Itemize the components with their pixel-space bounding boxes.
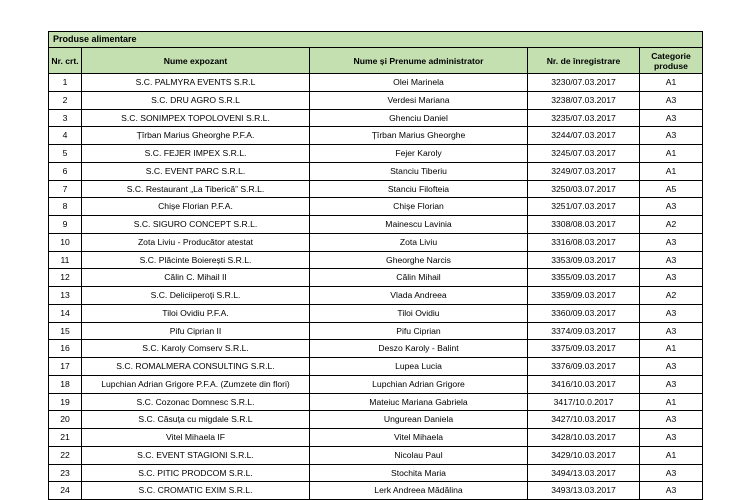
cell-administrator: Gheorghe Narcis <box>310 251 528 269</box>
cell-administrator: Călin Mihail <box>310 269 528 287</box>
section-title-row <box>49 32 703 48</box>
cell-administrator: Pifu Ciprian <box>310 322 528 340</box>
cell-nr-crt: 6 <box>49 162 82 180</box>
cell-categorie: A3 <box>640 251 703 269</box>
cell-categorie: A3 <box>640 322 703 340</box>
cell-nr-crt: 15 <box>49 322 82 340</box>
table-row <box>49 233 703 251</box>
cell-categorie: A3 <box>640 411 703 429</box>
cell-administrator: Nicolau Paul <box>310 446 528 464</box>
table-row <box>49 464 703 482</box>
cell-categorie: A1 <box>640 446 703 464</box>
table-row <box>49 393 703 411</box>
cell-nr-inregistrare: 3249/07.03.2017 <box>528 162 640 180</box>
table-row <box>49 446 703 464</box>
cell-nume-expozant: S.C. Restaurant „La Tiberică” S.R.L. <box>82 180 310 198</box>
cell-categorie: A1 <box>640 340 703 358</box>
cell-nume-expozant: S.C. ROMALMERA CONSULTING S.R.L. <box>82 358 310 376</box>
cell-nr-crt: 10 <box>49 233 82 251</box>
cell-administrator: Stanciu Filofteia <box>310 180 528 198</box>
cell-nume-expozant: S.C. Cozonac Domnesc S.R.L. <box>82 393 310 411</box>
cell-categorie: A3 <box>640 482 703 500</box>
cell-nr-inregistrare: 3427/10.03.2017 <box>528 411 640 429</box>
cell-categorie: A3 <box>640 304 703 322</box>
cell-nr-crt: 2 <box>49 91 82 109</box>
cell-nume-expozant: S.C. EVENT PARC S.R.L. <box>82 162 310 180</box>
cell-nume-expozant: S.C. EVENT STAGIONI S.R.L. <box>82 446 310 464</box>
cell-administrator: Stanciu Tiberiu <box>310 162 528 180</box>
exhibitor-table-sheet <box>48 31 702 500</box>
cell-nr-crt: 4 <box>49 127 82 145</box>
cell-categorie: A3 <box>640 375 703 393</box>
table-row <box>49 180 703 198</box>
cell-nr-crt: 24 <box>49 482 82 500</box>
cell-nr-inregistrare: 3359/09.03.2017 <box>528 287 640 305</box>
cell-nume-expozant: S.C. DRU AGRO S.R.L <box>82 91 310 109</box>
cell-administrator: Mateiuc Mariana Gabriela <box>310 393 528 411</box>
cell-nr-crt: 11 <box>49 251 82 269</box>
cell-categorie: A1 <box>640 145 703 163</box>
header-row <box>49 48 703 74</box>
cell-nr-inregistrare: 3429/10.03.2017 <box>528 446 640 464</box>
cell-administrator: Lerk Andreea Mădălina <box>310 482 528 500</box>
cell-nume-expozant: S.C. SONIMPEX TOPOLOVENI S.R.L. <box>82 109 310 127</box>
cell-categorie: A3 <box>640 233 703 251</box>
cell-nume-expozant: S.C. SIGURO CONCEPT S.R.L. <box>82 216 310 234</box>
cell-nr-inregistrare: 3308/08.03.2017 <box>528 216 640 234</box>
cell-nr-inregistrare: 3375/09.03.2017 <box>528 340 640 358</box>
cell-nume-expozant: S.C. Deliciiperoți S.R.L. <box>82 287 310 305</box>
table-row <box>49 287 703 305</box>
cell-nr-inregistrare: 3353/09.03.2017 <box>528 251 640 269</box>
cell-nr-crt: 21 <box>49 429 82 447</box>
cell-nume-expozant: Zota Liviu - Producător atestat <box>82 233 310 251</box>
cell-administrator: Lupea Lucia <box>310 358 528 376</box>
cell-categorie: A3 <box>640 127 703 145</box>
cell-administrator: Ungurean Daniela <box>310 411 528 429</box>
table-row <box>49 198 703 216</box>
cell-nr-inregistrare: 3374/09.03.2017 <box>528 322 640 340</box>
cell-nr-inregistrare: 3360/09.03.2017 <box>528 304 640 322</box>
cell-nr-inregistrare: 3235/07.03.2017 <box>528 109 640 127</box>
cell-nr-inregistrare: 3245/07.03.2017 <box>528 145 640 163</box>
section-title: Produse alimentare <box>49 32 703 48</box>
cell-administrator: Zota Liviu <box>310 233 528 251</box>
exhibitor-table <box>48 31 703 500</box>
table-row <box>49 304 703 322</box>
cell-nume-expozant: Tiloi Ovidiu P.F.A. <box>82 304 310 322</box>
header-nr-crt: Nr. crt. <box>49 48 82 74</box>
cell-administrator: Fejer Karoly <box>310 145 528 163</box>
cell-nr-crt: 1 <box>49 74 82 92</box>
cell-administrator: Verdesi Mariana <box>310 91 528 109</box>
cell-nr-inregistrare: 3251/07.03.2017 <box>528 198 640 216</box>
cell-nume-expozant: S.C. PALMYRA EVENTS S.R.L <box>82 74 310 92</box>
cell-nr-crt: 14 <box>49 304 82 322</box>
cell-administrator: Lupchian Adrian Grigore <box>310 375 528 393</box>
table-row <box>49 216 703 234</box>
header-nume-expozant: Nume expozant <box>82 48 310 74</box>
cell-nume-expozant: S.C. PITIC PRODCOM S.R.L. <box>82 464 310 482</box>
cell-nr-inregistrare: 3493/13.03.2017 <box>528 482 640 500</box>
cell-nr-crt: 13 <box>49 287 82 305</box>
cell-nr-inregistrare: 3230/07.03.2017 <box>528 74 640 92</box>
table-body <box>49 74 703 500</box>
cell-administrator: Deszo Karoly - Balint <box>310 340 528 358</box>
cell-nume-expozant: S.C. CROMATIC EXIM S.R.L. <box>82 482 310 500</box>
cell-administrator: Vitel Mihaela <box>310 429 528 447</box>
cell-nr-inregistrare: 3428/10.03.2017 <box>528 429 640 447</box>
cell-nr-crt: 23 <box>49 464 82 482</box>
cell-administrator: Vlada Andreea <box>310 287 528 305</box>
cell-nr-crt: 7 <box>49 180 82 198</box>
cell-nr-crt: 5 <box>49 145 82 163</box>
cell-categorie: A3 <box>640 198 703 216</box>
cell-nume-expozant: S.C. Karoly Comserv S.R.L. <box>82 340 310 358</box>
cell-nr-inregistrare: 3417/10.0.2017 <box>528 393 640 411</box>
cell-categorie: A3 <box>640 269 703 287</box>
cell-categorie: A2 <box>640 287 703 305</box>
table-row <box>49 375 703 393</box>
cell-categorie: A2 <box>640 216 703 234</box>
cell-nr-inregistrare: 3416/10.03.2017 <box>528 375 640 393</box>
cell-nr-inregistrare: 3244/07.03.2017 <box>528 127 640 145</box>
cell-nume-expozant: S.C. Căsuța cu migdale S.R.L <box>82 411 310 429</box>
table-row <box>49 109 703 127</box>
cell-categorie: A3 <box>640 429 703 447</box>
cell-categorie: A3 <box>640 358 703 376</box>
cell-nume-expozant: Țîrban Marius Gheorghe P.F.A. <box>82 127 310 145</box>
cell-nr-crt: 18 <box>49 375 82 393</box>
cell-nr-inregistrare: 3250/03.07.2017 <box>528 180 640 198</box>
cell-categorie: A3 <box>640 91 703 109</box>
cell-administrator: Olei Marinela <box>310 74 528 92</box>
cell-nr-inregistrare: 3355/09.03.2017 <box>528 269 640 287</box>
cell-nr-inregistrare: 3494/13.03.2017 <box>528 464 640 482</box>
cell-nr-crt: 19 <box>49 393 82 411</box>
cell-administrator: Chișe Florian <box>310 198 528 216</box>
header-nr-inregistrare: Nr. de înregistrare <box>528 48 640 74</box>
cell-nr-inregistrare: 3238/07.03.2017 <box>528 91 640 109</box>
cell-nr-crt: 9 <box>49 216 82 234</box>
table-row <box>49 358 703 376</box>
table-row <box>49 127 703 145</box>
cell-nr-crt: 16 <box>49 340 82 358</box>
cell-categorie: A3 <box>640 109 703 127</box>
cell-nume-expozant: Lupchian Adrian Grigore P.F.A. (Zumzete din flori) <box>82 375 310 393</box>
cell-categorie: A1 <box>640 162 703 180</box>
cell-nr-crt: 3 <box>49 109 82 127</box>
cell-nr-crt: 20 <box>49 411 82 429</box>
table-row <box>49 340 703 358</box>
cell-nume-expozant: S.C. Plăcinte Boierești S.R.L. <box>82 251 310 269</box>
cell-categorie: A5 <box>640 180 703 198</box>
cell-nume-expozant: Pifu Ciprian II <box>82 322 310 340</box>
cell-administrator: Mainescu Lavinia <box>310 216 528 234</box>
cell-categorie: A1 <box>640 393 703 411</box>
table-row <box>49 162 703 180</box>
header-administrator: Nume și Prenume administrator <box>310 48 528 74</box>
table-row <box>49 251 703 269</box>
cell-nr-inregistrare: 3376/09.03.2017 <box>528 358 640 376</box>
cell-nr-crt: 17 <box>49 358 82 376</box>
table-row <box>49 91 703 109</box>
cell-nume-expozant: Călin C. Mihail II <box>82 269 310 287</box>
cell-nr-inregistrare: 3316/08.03.2017 <box>528 233 640 251</box>
cell-nume-expozant: S.C. FEJER IMPEX S.R.L. <box>82 145 310 163</box>
cell-nume-expozant: Chișe Florian P.F.A. <box>82 198 310 216</box>
table-row <box>49 411 703 429</box>
table-row <box>49 269 703 287</box>
cell-administrator: Tiloi Ovidiu <box>310 304 528 322</box>
cell-categorie: A3 <box>640 464 703 482</box>
header-categorie: Categorie produse <box>640 48 703 74</box>
cell-nume-expozant: Vitel Mihaela IF <box>82 429 310 447</box>
table-row <box>49 429 703 447</box>
cell-administrator: Ghenciu Daniel <box>310 109 528 127</box>
cell-administrator: Țîrban Marius Gheorghe <box>310 127 528 145</box>
cell-nr-crt: 12 <box>49 269 82 287</box>
table-row <box>49 74 703 92</box>
table-row <box>49 482 703 500</box>
cell-nr-crt: 22 <box>49 446 82 464</box>
cell-administrator: Stochita Maria <box>310 464 528 482</box>
cell-categorie: A1 <box>640 74 703 92</box>
table-row <box>49 145 703 163</box>
cell-nr-crt: 8 <box>49 198 82 216</box>
table-row <box>49 322 703 340</box>
